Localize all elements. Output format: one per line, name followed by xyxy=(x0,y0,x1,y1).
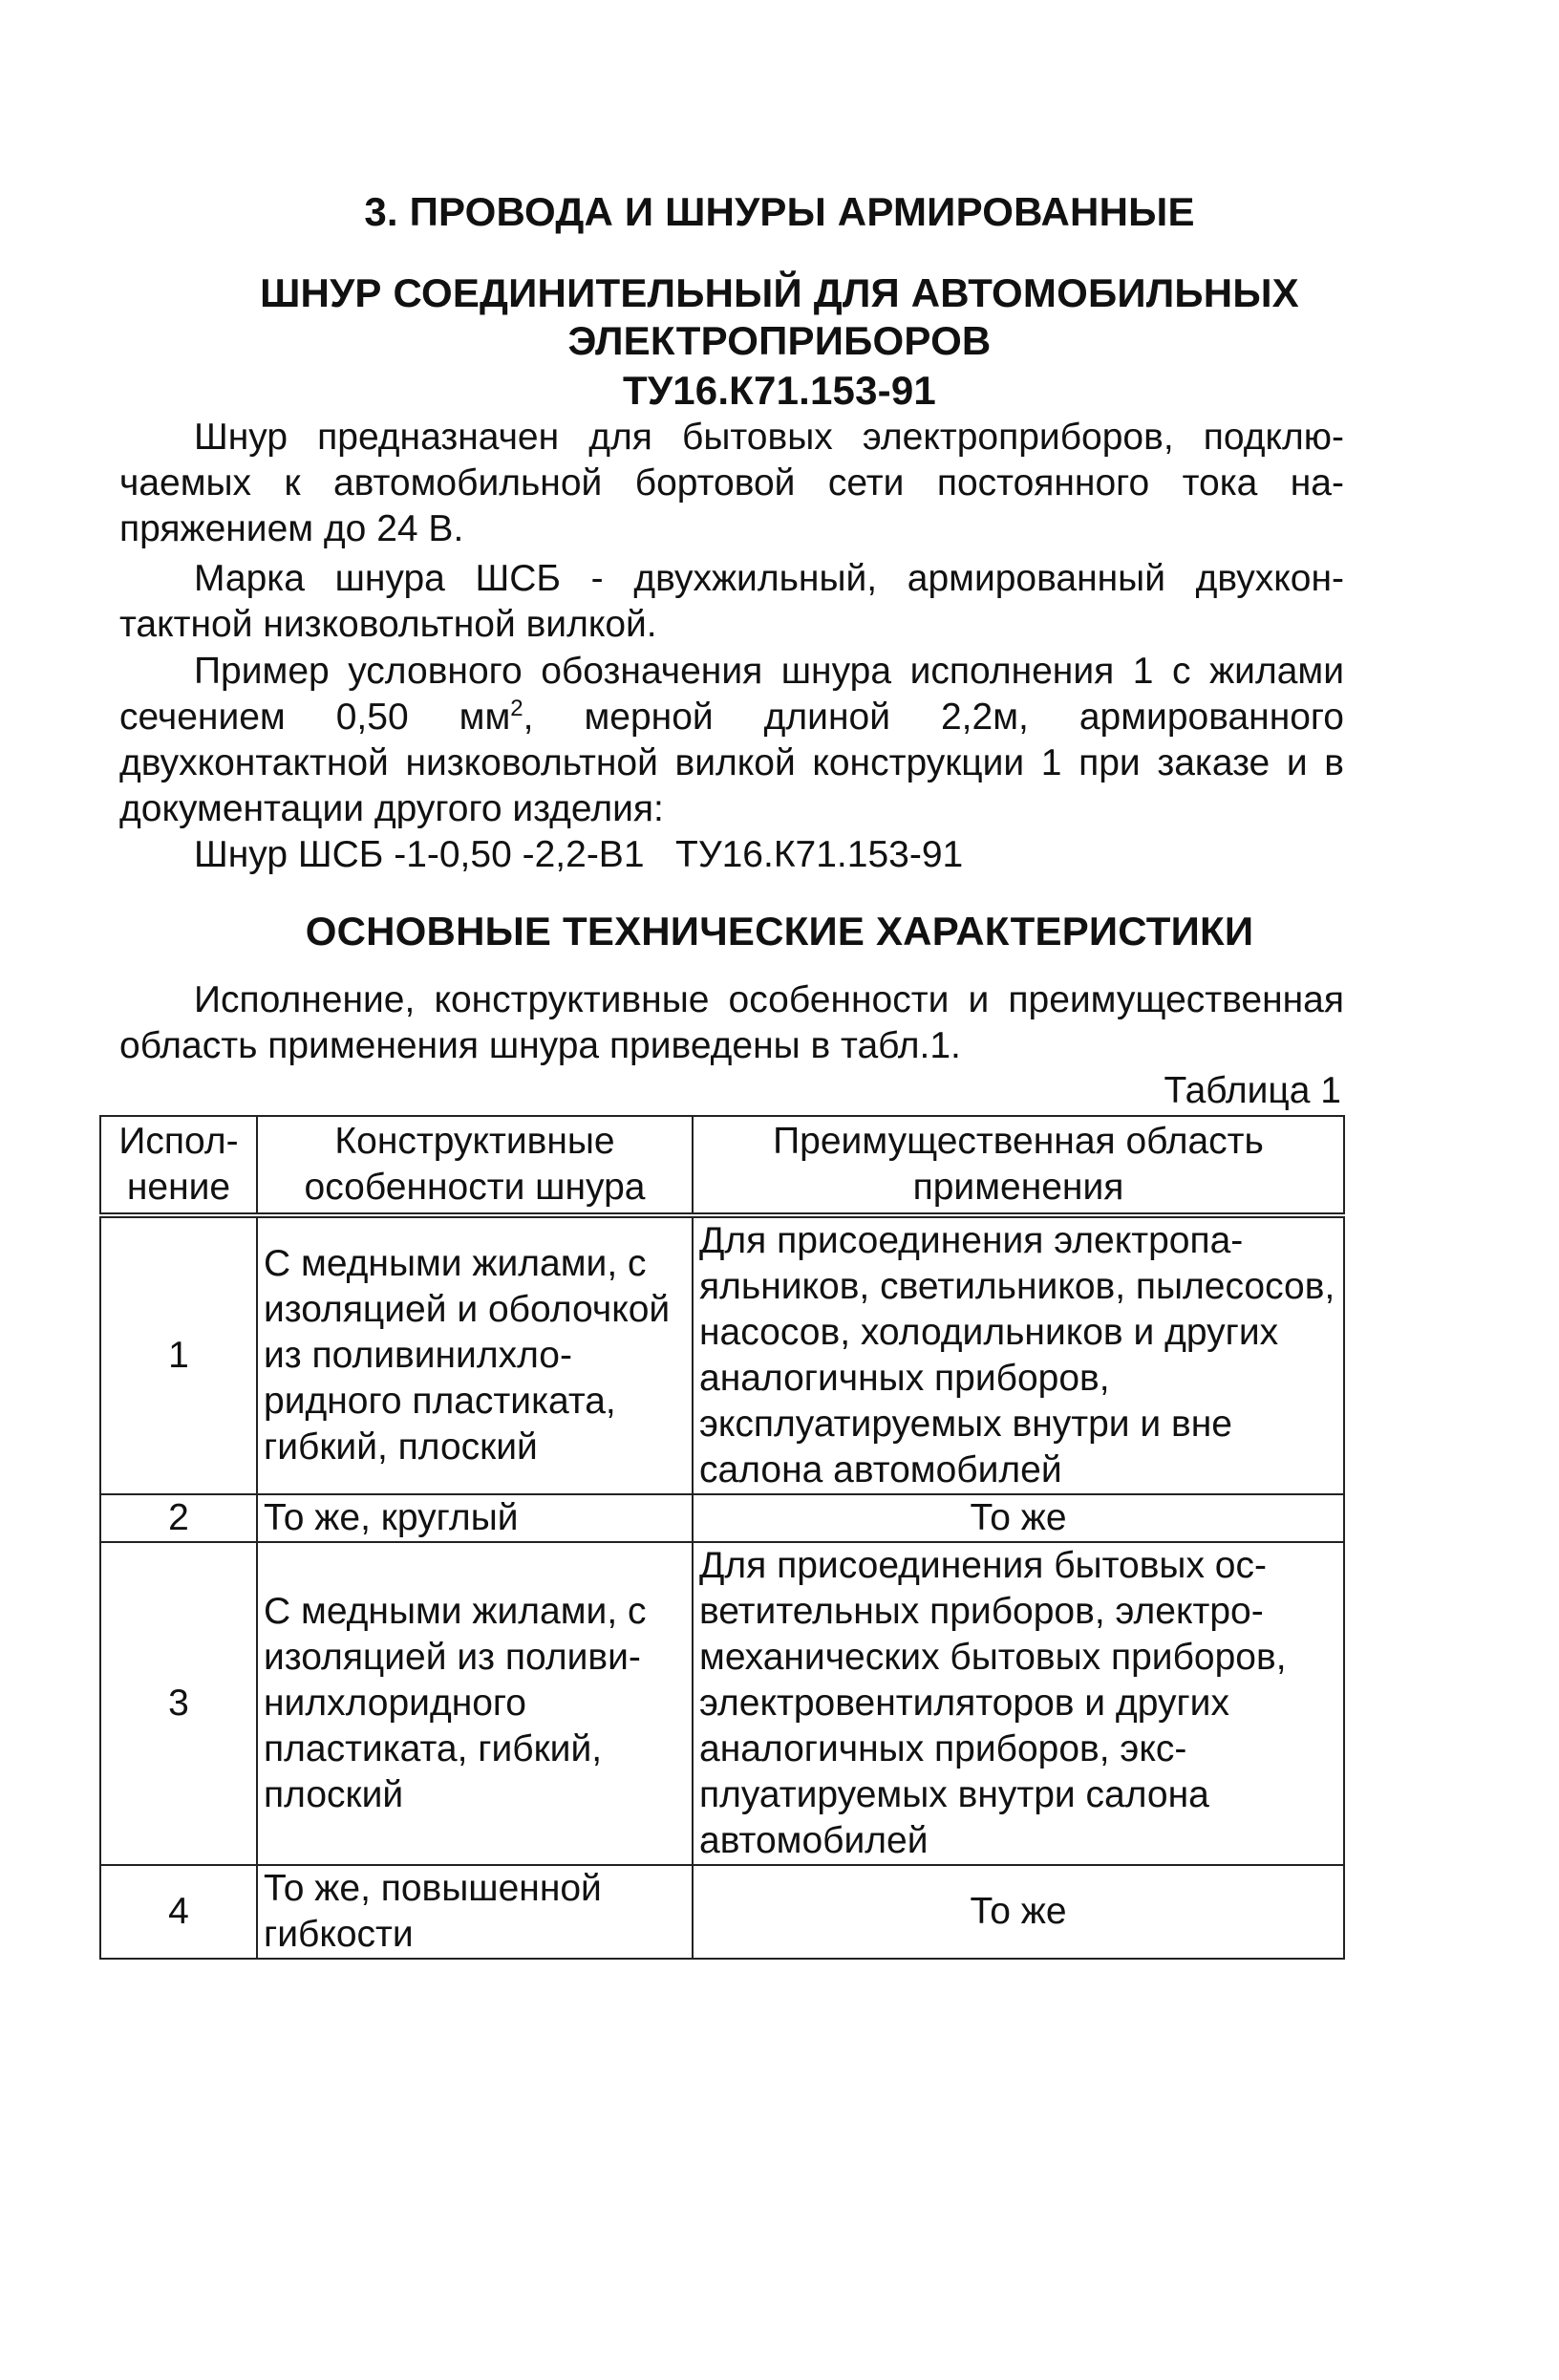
superscript-2: 2 xyxy=(510,696,523,721)
table-row xyxy=(100,1865,1344,1959)
cell-version: 4 xyxy=(100,1865,257,1959)
brand-paragraph: Марка шнура ШСБ - двухжильный, армированный двухконтактной низковольтной вилкой. xyxy=(119,558,1344,645)
cell-features: То же, круглый xyxy=(257,1494,693,1542)
cell-application: То же xyxy=(693,1494,1344,1542)
table-header-row xyxy=(100,1116,1344,1215)
cell-features: С медными жилами, с изоляцией и оболочкой из поливинилхлоридного пластиката, гибкий, плоский xyxy=(257,1215,693,1494)
product-title-line1: ШНУР СОЕДИНИТЕЛЬНЫЙ ДЛЯ АВТОМОБИЛЬНЫХ xyxy=(260,270,1299,315)
table-row xyxy=(100,1494,1344,1542)
cell-application: Для присоединения электропаяльников, светильников, пылесосов, насосов, холодильников и других аналогичных приборов, эксплуатируемых внутри и вне салона автомобилей xyxy=(693,1215,1344,1494)
cell-features: С медными жилами, с изоляцией из поливинилхлоридного пластиката, гибкий, плоский xyxy=(257,1542,693,1865)
header-application: Преимущественная область применения xyxy=(693,1116,1344,1215)
table-row xyxy=(100,1215,1344,1494)
cell-version: 3 xyxy=(100,1542,257,1865)
cell-version: 2 xyxy=(100,1494,257,1542)
table-row xyxy=(100,1542,1344,1865)
table-caption: Таблица 1 xyxy=(1164,1070,1341,1111)
cell-application: То же xyxy=(693,1865,1344,1959)
purpose-paragraph: Шнур предназначен для бытовых электроприборов, подключаемых к автомобильной бортовой сети постоянного тока напряжением до 24 В. xyxy=(119,417,1344,549)
example-text-start: Пример условного обозначения шнура исполнения 1 с жилами сечением 0,50 мм xyxy=(119,651,1344,738)
cell-application: Для присоединения бытовых осветительных приборов, электромеханических бытовых приборов, электровентиляторов и других аналогичных приборов, эксплуатируемых внутри салона автомобилей xyxy=(693,1542,1344,1865)
header-version: Исполнение xyxy=(100,1116,257,1215)
cell-version: 1 xyxy=(100,1215,257,1494)
product-spec-code: ТУ16.К71.153-91 xyxy=(623,368,936,413)
example-text-end: , мерной длиной 2,2м, армированного двухконтактной низковольтной вилкой конструкции 1 при заказе и в документации другого изделия: xyxy=(119,697,1344,829)
example-paragraph xyxy=(119,649,1344,832)
specs-intro: Исполнение, конструктивные особенности и преимущественная область применения шнура приведены в табл.1. xyxy=(119,979,1344,1066)
header-features: Конструктивные особенности шнура xyxy=(257,1116,693,1215)
product-title-line2: ЭЛЕКТРОПРИБОРОВ xyxy=(567,318,992,363)
spec-table xyxy=(99,1115,1345,1960)
designation-example: Шнур ШСБ -1-0,50 -2,2-В1 ТУ16.К71.153-91 xyxy=(194,834,964,875)
cell-features: То же, повышенной гибкости xyxy=(257,1865,693,1959)
section-title: 3. ПРОВОДА И ШНУРЫ АРМИРОВАННЫЕ xyxy=(364,189,1195,234)
specs-heading: ОСНОВНЫЕ ТЕХНИЧЕСКИЕ ХАРАКТЕРИСТИКИ xyxy=(305,909,1254,954)
